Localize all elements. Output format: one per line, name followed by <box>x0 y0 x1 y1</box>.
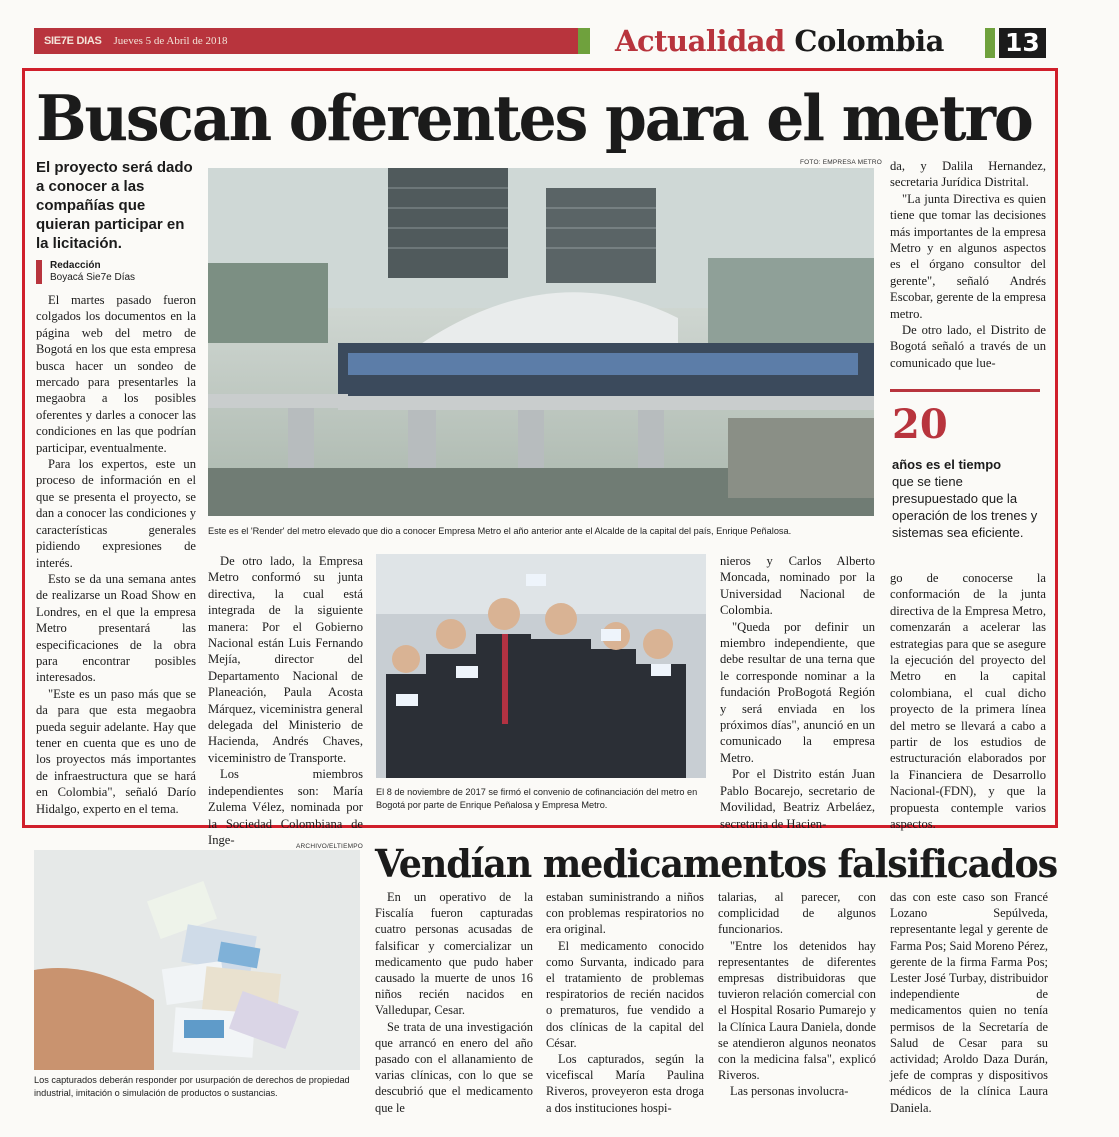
article-column-3 <box>720 553 875 832</box>
paragraph: Para los expertos, este un proceso de información en el que se presenta el proyecto, se dan a conocer las condiciones y características generales pidiendo expresiones de interés. <box>36 457 196 570</box>
article-column-4 <box>890 158 1046 371</box>
paragraph: Se trata de una investigación que arrancó en enero del año pasado con el allanamiento de varias clínicas, con lo que se descubrió que el medicamento que le <box>375 1019 533 1115</box>
section-title <box>615 24 944 58</box>
paragraph: go de conocerse la conformación de la junta directiva de la Empresa Metro, comenzarán a acelerar las estrategias para que se asegure la ejecución del proyecto del Metro en la capital colombiana, el cual dicho proyecto de la primera línea del metro se llevará a cabo a partir de los estudios de estructuración elaborados por la Financiera de Desarrollo Nacional-(FDN), y que la propuesta contemple varios aspectos. <box>890 571 1046 832</box>
paragraph: El medicamento conocido como Survanta, indicado para el tratamiento de problemas respiratorios de recién nacidos o prematuros, fue vendido a dos clínicas de la capital del César. <box>546 938 704 1050</box>
byline-label: Redacción <box>50 260 101 271</box>
metro-render-illustration <box>208 168 874 516</box>
section-name-a: Actualidad <box>615 24 785 58</box>
paragraph: En un operativo de la Fiscalía fueron capturadas cuatro personas acusadas de falsificar y comercializar un medicamento que pudo haber causado la muerte de unos 16 niños recién nacidos en Valledupar, Cesar. <box>375 890 533 1018</box>
byline-source: Boyacá Sie7e Días <box>50 272 136 283</box>
paragraph: Los miembros independientes son: María Zulema Vélez, nominada por la Sociedad Colombiana de Inge- <box>208 767 363 847</box>
paragraph: da, y Dalila Hernandez, secretaria Jurídica Distrital. <box>890 159 1046 190</box>
byline <box>36 260 135 284</box>
photo-caption: El 8 de noviembre de 2017 se firmó el convenio de cofinanciación del metro en Bogotá por parte de Enrique Peñalosa y Empresa Metro. <box>376 787 698 810</box>
paragraph: das con este caso son Francé Lozano Sepúlveda, representante legal y gerente de Farma Pos; Said Moreno Pérez, gerente de la firma Farma Pos; Lester José Turbay, distribuidor independiente de medicamentos quien no tenía permisos de la Secretaría de Salud de Cesar para su actividad; Aroldo Daza Durán, jefe de compras y dispositivos médicos de la clínica Laura Daniela. <box>890 890 1048 1115</box>
factbox-text <box>892 456 1050 541</box>
article-column-3 <box>718 889 876 1100</box>
article-column-2 <box>546 889 704 1116</box>
photo-credit: ARCHIVO/ELTIEMPO <box>296 843 364 850</box>
paragraph: "Entre los detenidos hay representantes de diferentes empresas distribuidoras que tuvieron relación comercial con el Hospital Rosario Pumarejo y la Clínica Laura Daniela, donde se atendieron algunos neonatos con la medicina falsa", explicó Riveros. <box>718 938 876 1083</box>
article-column-4 <box>890 889 1048 1116</box>
paragraph: Los capturados, según la vicefiscal María Paulina Riveros, proveyeron esta droga a dos instituciones hospi- <box>546 1052 704 1115</box>
article-column-1 <box>36 292 196 817</box>
factbox-rule <box>890 389 1040 392</box>
signing-ceremony-photo <box>376 554 706 778</box>
medicine-boxes-photo <box>34 850 360 1070</box>
article-headline: Vendían medicamentos falsificados <box>375 841 1058 886</box>
paragraph: De otro lado, la Empresa Metro conformó su junta directiva, la cual está integrada de la siguiente manera: Por el Gobierno Nacional están Luis Fernando Mejía, director del Departamento Nacional de Planeación, Paula Acosta Márquez, viceministra general delegada del Ministerio de Hacienda, Andrés Chaves, viceministro de Transporte. <box>208 554 363 765</box>
paragraph: talarias, al parecer, con complicidad de algunos funcionarios. <box>718 890 876 937</box>
header-bar <box>34 28 590 54</box>
metro-render-photo <box>208 168 874 516</box>
issue-date: Jueves 5 de Abril de 2018 <box>113 35 228 47</box>
article-column-1 <box>375 889 533 1116</box>
paragraph: estaban suministrando a niños con problemas respiratorios no era original. <box>546 890 704 937</box>
paragraph: "La junta Directiva es quien tiene que tomar las decisiones más importantes de la empresa Metro y en algunos aspectos es el órgano consultor del gerente", señaló Andrés Escobar, gerente de la empresa metro. <box>890 191 1046 321</box>
paragraph: "Queda por definir un miembro independiente, que debe resultar de una terna que le corresponde nominar a la fundación ProBogotá Región y será enviada en los próximos días", anunció en un comunicado la empresa Metro. <box>720 619 875 765</box>
photo-credit: FOTO: EMPRESA METRO <box>800 159 883 166</box>
page-number-accent <box>985 28 995 58</box>
article-deck: El proyecto será dado a conocer a las compañías que quieran participar en la licitación. <box>36 159 193 252</box>
photo-caption: Los capturados deberán responder por usurpación de derechos de propiedad industrial, imitación o simulación de productos o sustancias. <box>34 1075 350 1098</box>
article-headline: Buscan oferentes para el metro <box>36 81 1032 155</box>
header-accent <box>578 28 590 54</box>
factbox-number: 20 <box>892 401 948 448</box>
article-column-5 <box>890 570 1046 833</box>
paragraph: El martes pasado fueron colgados los documentos en la página web del metro de Bogotá en los que esta empresa busca hacer un sondeo de mercado para presentarles la megaobra a los posibles oferentes y darles a conocer las condiciones en las que podrían participar, eventualmente. <box>36 293 196 455</box>
photo-caption: Este es el 'Render' del metro elevado que dio a conocer Empresa Metro el año anterior ante el Alcalde de la capital del país, Enrique Peñalosa. <box>208 526 792 536</box>
paragraph: De otro lado, el Distrito de Bogotá señaló a través de un comunicado que lue- <box>890 323 1046 370</box>
section-name-b: Colombia <box>794 24 944 58</box>
paragraph: "Este es un paso más que se da para que esta megaobra pueda seguir adelante. Hay que tener en cuenta que es uno de los proyectos más importantes de infraestructura que se hará en Colombia", señaló Darío Hidalgo, experto en el tema. <box>36 686 196 816</box>
signing-ceremony-illustration <box>376 554 706 778</box>
page-number: 13 <box>999 28 1046 58</box>
paragraph: Las personas involucra- <box>730 1084 849 1099</box>
article-column-2 <box>208 553 363 848</box>
paragraph: nieros y Carlos Alberto Moncada, nominado por la Universidad Nacional de Colombia. <box>720 554 875 618</box>
newspaper-brand: SIE7E DIAS <box>44 35 102 47</box>
medicine-boxes-illustration <box>34 850 360 1070</box>
factbox-lead: años es el tiempo <box>892 457 1002 472</box>
paragraph: Esto se da una semana antes de realizarse un Road Show en Londres, en el que la empresa Metro presentará las especificaciones de la obra para encontrar posibles interesados. <box>36 571 196 685</box>
paragraph: Por el Distrito están Juan Pablo Bocarejo, secretario de Movilidad, Beatriz Arbeláez, secretaria de Hacien- <box>720 767 875 831</box>
factbox-body: que se tiene presupuestado que la operación de los trenes y sistemas sea eficiente. <box>892 474 1038 540</box>
page-number-box <box>985 28 1046 58</box>
